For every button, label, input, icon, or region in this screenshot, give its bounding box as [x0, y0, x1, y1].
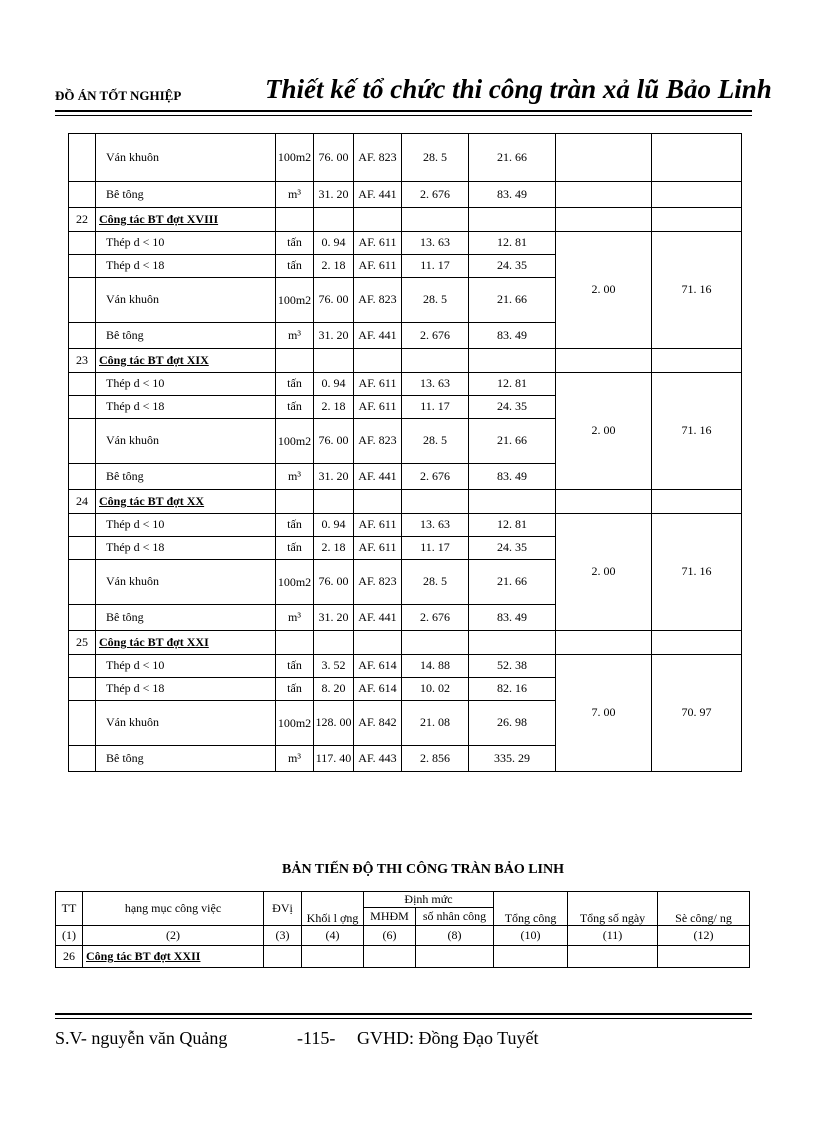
- cell-tt: [69, 605, 96, 631]
- group-header-row: [69, 490, 742, 514]
- group-tt: 22: [69, 208, 96, 232]
- empty-cell: [354, 490, 402, 514]
- cell-days: 2. 00: [556, 514, 652, 631]
- cell-qty: 0. 94: [314, 514, 354, 537]
- empty-cell: [314, 208, 354, 232]
- cell-code: AF. 823: [354, 419, 402, 464]
- empty-cell: [276, 490, 314, 514]
- footer-student: S.V- nguyễn văn Quảng: [55, 1028, 228, 1048]
- cell-tt: [69, 396, 96, 419]
- cell-code: AF. 611: [354, 232, 402, 255]
- cell-code: AF. 441: [354, 323, 402, 349]
- cell-tt: [69, 560, 96, 605]
- col-days: Tổng số ngày: [568, 892, 658, 926]
- cell-qty: 76. 00: [314, 560, 354, 605]
- table-row: [69, 655, 742, 678]
- empty-cell: [354, 349, 402, 373]
- cell-total: 24. 35: [469, 255, 556, 278]
- cell-norm: 14. 88: [402, 655, 469, 678]
- cell-code: AF. 443: [354, 746, 402, 772]
- cell-rate: 70. 97: [652, 655, 742, 772]
- empty-cell: [276, 631, 314, 655]
- cell-tt: [69, 232, 96, 255]
- cell-norm: 11. 17: [402, 255, 469, 278]
- cell-qty: 2. 18: [314, 396, 354, 419]
- cell-tt: [69, 678, 96, 701]
- cell-total: 24. 35: [469, 537, 556, 560]
- cell-norm: 28. 5: [402, 134, 469, 182]
- cell-rate: 71. 16: [652, 232, 742, 349]
- cell-item-name: Thép d < 10: [96, 373, 276, 396]
- cell-item-name: Ván khuôn: [96, 278, 276, 323]
- cell-unit: m³: [276, 182, 314, 208]
- cell-qty: 8. 20: [314, 678, 354, 701]
- cell-total: 83. 49: [469, 182, 556, 208]
- cell-tt: [69, 655, 96, 678]
- cell-total: 21. 66: [469, 134, 556, 182]
- footer-advisor: GVHD: Đồng Đạo Tuyết: [357, 1028, 539, 1048]
- cell-unit: tấn: [276, 537, 314, 560]
- cell-norm: 13. 63: [402, 232, 469, 255]
- empty-cell: [314, 349, 354, 373]
- cell-qty: 76. 00: [314, 278, 354, 323]
- footer-rule-thin: [55, 1018, 752, 1019]
- cell-total: 21. 66: [469, 278, 556, 323]
- cell-total: 21. 66: [469, 560, 556, 605]
- cell-unit: tấn: [276, 678, 314, 701]
- cell-days: [556, 134, 652, 182]
- schedule-header-table: [55, 891, 750, 968]
- document-header-label: ĐỒ ÁN TỐT NGHIỆP: [55, 88, 182, 103]
- table-row: [69, 232, 742, 255]
- cell-code: AF. 441: [354, 605, 402, 631]
- cell-days: 7. 00: [556, 655, 652, 772]
- header-rule-thin: [55, 115, 752, 116]
- empty-cell: [314, 490, 354, 514]
- col-norm-group: Định mức: [364, 892, 494, 908]
- empty-cell: [276, 349, 314, 373]
- cell-tt: [69, 746, 96, 772]
- cell-norm: 2. 676: [402, 464, 469, 490]
- index-cell: (4): [302, 926, 364, 946]
- col-unit: ĐVị: [264, 892, 302, 926]
- empty-cell: [402, 490, 469, 514]
- cell-days: [556, 182, 652, 208]
- empty-cell: [469, 349, 556, 373]
- cell-tt: [69, 514, 96, 537]
- empty-cell: [314, 631, 354, 655]
- cell-unit: 100m2: [276, 278, 314, 323]
- cell-code: AF. 842: [354, 701, 402, 746]
- col-tt: TT: [56, 892, 83, 926]
- cell-total: 52. 38: [469, 655, 556, 678]
- cell-qty: 76. 00: [314, 419, 354, 464]
- cell-item-name: Bê tông: [96, 323, 276, 349]
- index-cell: (10): [494, 926, 568, 946]
- cell-total: 12. 81: [469, 514, 556, 537]
- footer-page-number: -115-: [297, 1028, 336, 1048]
- index-cell: (2): [83, 926, 264, 946]
- cell-item-name: Ván khuôn: [96, 701, 276, 746]
- empty-cell: [556, 631, 652, 655]
- cell-total: 26. 98: [469, 701, 556, 746]
- cell-norm: 13. 63: [402, 514, 469, 537]
- empty-cell: [556, 349, 652, 373]
- empty-cell: [556, 490, 652, 514]
- index-cell: (6): [364, 926, 416, 946]
- cell-norm: 2. 856: [402, 746, 469, 772]
- table-row: [69, 514, 742, 537]
- col-labor: số nhân công: [416, 908, 494, 926]
- cell-total: 82. 16: [469, 678, 556, 701]
- index-cell: (11): [568, 926, 658, 946]
- cell-code: AF. 441: [354, 464, 402, 490]
- group-title: Công tác BT đợt XX: [96, 490, 276, 514]
- cell-total: 83. 49: [469, 464, 556, 490]
- cell-item-name: Bê tông: [96, 746, 276, 772]
- cell-item-name: Ván khuôn: [96, 419, 276, 464]
- cell-code: AF. 614: [354, 655, 402, 678]
- cell-item-name: Thép d < 18: [96, 255, 276, 278]
- cell-item-name: Ván khuôn: [96, 560, 276, 605]
- next-item-tt: 26: [56, 946, 83, 968]
- index-cell: (1): [56, 926, 83, 946]
- group-tt: 24: [69, 490, 96, 514]
- cell-norm: 21. 08: [402, 701, 469, 746]
- empty-cell: [354, 208, 402, 232]
- document-title: Thiết kế tổ chức thi công tràn xả lũ Bảo Linh: [265, 74, 772, 104]
- cell-unit: tấn: [276, 396, 314, 419]
- empty-cell: [469, 490, 556, 514]
- group-tt: 25: [69, 631, 96, 655]
- cell-code: AF. 823: [354, 134, 402, 182]
- cell-unit: tấn: [276, 655, 314, 678]
- cell-norm: 10. 02: [402, 678, 469, 701]
- table-row: [69, 373, 742, 396]
- empty-cell: [354, 631, 402, 655]
- cell-qty: 76. 00: [314, 134, 354, 182]
- empty-cell: [652, 631, 742, 655]
- cell-code: AF. 611: [354, 537, 402, 560]
- cell-qty: 31. 20: [314, 464, 354, 490]
- cell-item-name: Bê tông: [96, 605, 276, 631]
- cell-code: AF. 611: [354, 396, 402, 419]
- cell-unit: m³: [276, 464, 314, 490]
- empty-cell: [469, 631, 556, 655]
- col-code: MHĐM: [364, 908, 416, 926]
- cell-code: AF. 441: [354, 182, 402, 208]
- empty-cell: [652, 490, 742, 514]
- cell-code: AF. 823: [354, 560, 402, 605]
- cell-item-name: Bê tông: [96, 464, 276, 490]
- index-cell: (8): [416, 926, 494, 946]
- index-cell: (12): [658, 926, 750, 946]
- cell-item-name: Thép d < 18: [96, 678, 276, 701]
- cell-tt: [69, 464, 96, 490]
- group-title: Công tác BT đợt XVIII: [96, 208, 276, 232]
- cell-unit: m³: [276, 746, 314, 772]
- cell-item-name: Thép d < 10: [96, 514, 276, 537]
- cell-qty: 31. 20: [314, 605, 354, 631]
- cell-norm: 13. 63: [402, 373, 469, 396]
- cell-days: 2. 00: [556, 373, 652, 490]
- next-item-title: Công tác BT đợt XXII: [83, 946, 264, 968]
- cell-tt: [69, 278, 96, 323]
- group-tt: 23: [69, 349, 96, 373]
- cell-qty: 2. 18: [314, 255, 354, 278]
- empty-cell: [402, 349, 469, 373]
- group-header-row: [69, 208, 742, 232]
- group-title: Công tác BT đợt XIX: [96, 349, 276, 373]
- empty-cell: [652, 208, 742, 232]
- cell-item-name: Thép d < 18: [96, 396, 276, 419]
- table-row: [69, 182, 742, 208]
- cell-norm: 28. 5: [402, 419, 469, 464]
- cell-tt: [69, 134, 96, 182]
- cell-unit: tấn: [276, 373, 314, 396]
- cell-item-name: Thép d < 10: [96, 232, 276, 255]
- col-item: hạng mục công việc: [83, 892, 264, 926]
- cell-norm: 28. 5: [402, 560, 469, 605]
- cell-item-name: Bê tông: [96, 182, 276, 208]
- cell-norm: 28. 5: [402, 278, 469, 323]
- cell-code: AF. 611: [354, 255, 402, 278]
- cell-tt: [69, 419, 96, 464]
- col-qty: Khối l ợng: [302, 892, 364, 926]
- cell-unit: 100m2: [276, 134, 314, 182]
- col-total: Tổng công: [494, 892, 568, 926]
- cell-norm: 2. 676: [402, 182, 469, 208]
- cell-days: 2. 00: [556, 232, 652, 349]
- cell-qty: 2. 18: [314, 537, 354, 560]
- cell-total: 24. 35: [469, 396, 556, 419]
- cell-rate: 71. 16: [652, 514, 742, 631]
- schedule-table: [68, 133, 742, 772]
- group-header-row: [69, 349, 742, 373]
- group-header-row: [69, 631, 742, 655]
- cell-total: 83. 49: [469, 605, 556, 631]
- cell-unit: tấn: [276, 232, 314, 255]
- cell-qty: 0. 94: [314, 373, 354, 396]
- cell-rate: [652, 134, 742, 182]
- cell-qty: 3. 52: [314, 655, 354, 678]
- cell-total: 12. 81: [469, 232, 556, 255]
- cell-item-name: Thép d < 18: [96, 537, 276, 560]
- cell-qty: 31. 20: [314, 182, 354, 208]
- cell-item-name: Thép d < 10: [96, 655, 276, 678]
- cell-unit: tấn: [276, 255, 314, 278]
- cell-tt: [69, 373, 96, 396]
- cell-unit: 100m2: [276, 419, 314, 464]
- cell-total: 335. 29: [469, 746, 556, 772]
- cell-code: AF. 611: [354, 373, 402, 396]
- cell-tt: [69, 255, 96, 278]
- empty-cell: [402, 631, 469, 655]
- cell-norm: 2. 676: [402, 605, 469, 631]
- cell-norm: 2. 676: [402, 323, 469, 349]
- cell-qty: 31. 20: [314, 323, 354, 349]
- cell-tt: [69, 182, 96, 208]
- cell-unit: 100m2: [276, 560, 314, 605]
- empty-cell: [402, 208, 469, 232]
- cell-unit: m³: [276, 323, 314, 349]
- cell-tt: [69, 537, 96, 560]
- cell-qty: 0. 94: [314, 232, 354, 255]
- cell-norm: 11. 17: [402, 396, 469, 419]
- cell-code: AF. 614: [354, 678, 402, 701]
- empty-cell: [469, 208, 556, 232]
- cell-tt: [69, 701, 96, 746]
- cell-total: 21. 66: [469, 419, 556, 464]
- cell-rate: [652, 182, 742, 208]
- cell-unit: m³: [276, 605, 314, 631]
- cell-code: AF. 611: [354, 514, 402, 537]
- summary-title: BẢN TIẾN ĐỘ THI CÔNG TRÀN BẢO LINH: [282, 862, 565, 877]
- col-rate: Sè công/ ng: [658, 892, 750, 926]
- cell-tt: [69, 323, 96, 349]
- cell-total: 83. 49: [469, 323, 556, 349]
- empty-cell: [556, 208, 652, 232]
- header-rule: [55, 110, 752, 112]
- cell-item-name: Ván khuôn: [96, 134, 276, 182]
- table-row: [69, 134, 742, 182]
- footer-rule: [55, 1013, 752, 1015]
- cell-norm: 11. 17: [402, 537, 469, 560]
- cell-total: 12. 81: [469, 373, 556, 396]
- cell-rate: 71. 16: [652, 373, 742, 490]
- index-cell: (3): [264, 926, 302, 946]
- cell-code: AF. 823: [354, 278, 402, 323]
- group-title: Công tác BT đợt XXI: [96, 631, 276, 655]
- cell-unit: 100m2: [276, 701, 314, 746]
- empty-cell: [276, 208, 314, 232]
- cell-unit: tấn: [276, 514, 314, 537]
- cell-qty: 128. 00: [314, 701, 354, 746]
- cell-qty: 117. 40: [314, 746, 354, 772]
- empty-cell: [652, 349, 742, 373]
